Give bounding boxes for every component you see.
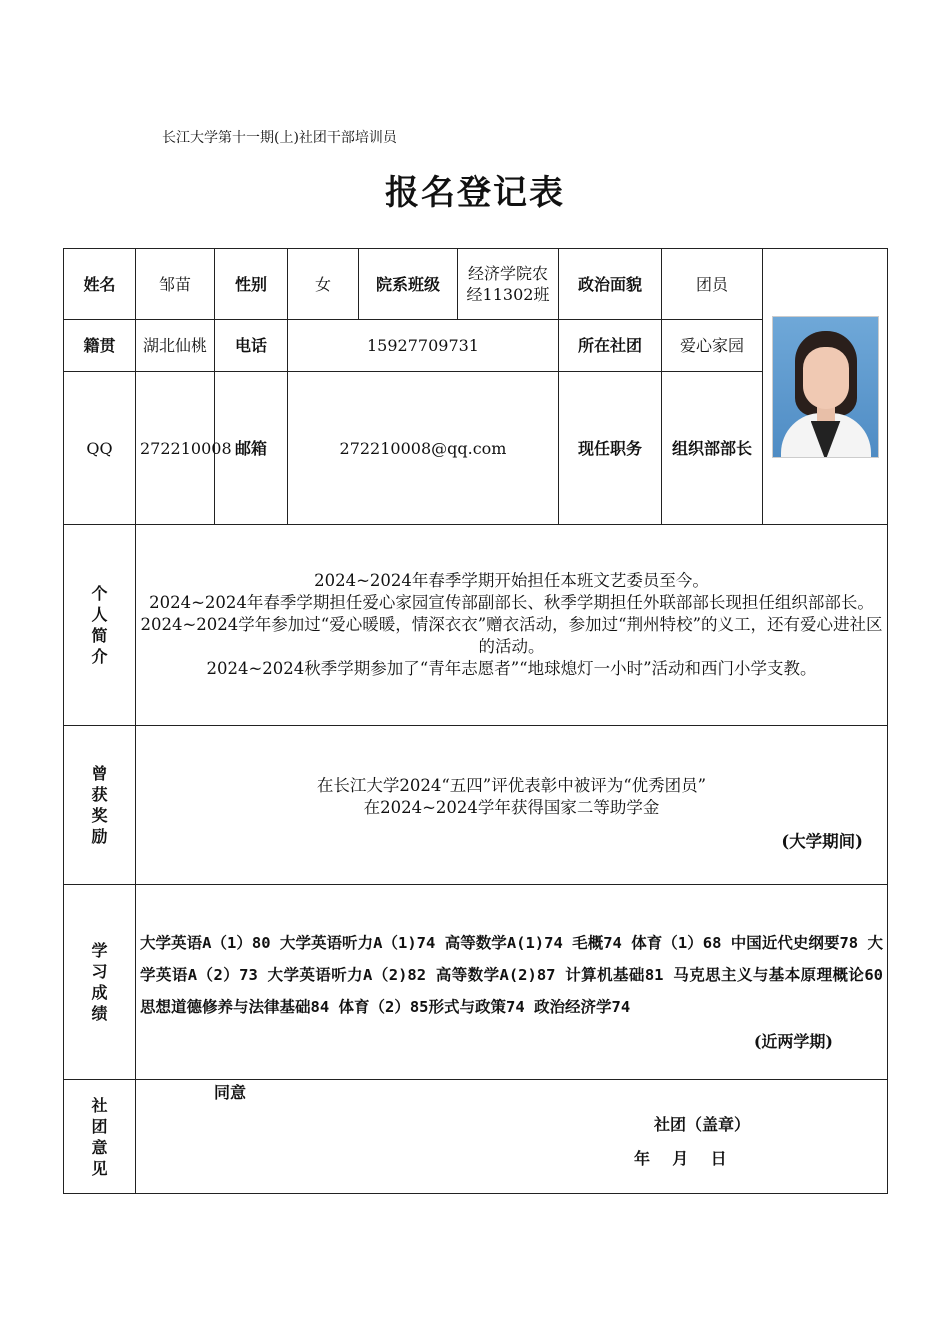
name-value: 邹苗 xyxy=(136,249,215,320)
department-value: 经济学院农经11302班 xyxy=(458,249,559,320)
name-label: 姓名 xyxy=(64,249,136,320)
politics-label: 政治面貌 xyxy=(559,249,662,320)
club-seal: 社团（盖章） xyxy=(654,1115,751,1134)
politics-value: 团员 xyxy=(662,249,763,320)
registration-table xyxy=(63,248,888,1194)
profile-line: 2024~2024学年参加过“爱心暖暖，情深衣衣”赠衣活动，参加过“荆州特校”的义工，还有爱心进社区的活动。 xyxy=(140,615,883,656)
grades-text xyxy=(136,885,888,1080)
position-label: 现任职务 xyxy=(559,372,662,525)
applicant-photo xyxy=(772,316,879,458)
profile-line: 2024~2024年春季学期担任爱心家园宣传部副部长、秋季学期担任外联部部长现担任组织部部长。 xyxy=(149,593,874,612)
club-label: 所在社团 xyxy=(559,320,662,372)
awards-text xyxy=(136,726,888,885)
qq-value: 272210008 xyxy=(136,372,215,525)
club-date: 年 月 日 xyxy=(634,1149,727,1168)
position-value: 组织部部长 xyxy=(662,372,763,525)
gender-label: 性别 xyxy=(215,249,288,320)
grades-label: 学 习 成 绩 xyxy=(64,885,136,1080)
awards-note: (大学期间) xyxy=(781,832,863,851)
email-value: 272210008@qq.com xyxy=(288,372,559,525)
club-opinion-agree: 同意 xyxy=(214,1083,247,1102)
department-label: 院系班级 xyxy=(359,249,458,320)
profile-label: 个 人 简 介 xyxy=(64,525,136,726)
gender-value: 女 xyxy=(288,249,359,320)
club-value: 爱心家园 xyxy=(662,320,763,372)
phone-value: 15927709731 xyxy=(288,320,559,372)
awards-label: 曾 获 奖 励 xyxy=(64,726,136,885)
grades-list: 大学英语A（1）80 大学英语听力A（1)74 高等数学A(1)74 毛概74 体育（1）68 中国近代史纲要78 大学英语A（2）73 大学英语听力A（2)82 高等数学A(2)87 计算机基础81 马克思主义与基本原理概论60 思想道德修养与法律基础84 体育（2）85形式与政策74 政治经济学74 xyxy=(140,933,883,1016)
profile-text xyxy=(136,525,888,726)
photo-cell xyxy=(763,249,888,525)
form-title: 报名登记表 xyxy=(385,173,565,213)
award-line: 在长江大学2024“五四”评优表彰中被评为“优秀团员” xyxy=(316,776,707,795)
profile-line: 2024~2024年春季学期开始担任本班文艺委员至今。 xyxy=(314,571,709,590)
club-opinion-label: 社 团 意 见 xyxy=(64,1080,136,1194)
grades-note: (近两学期) xyxy=(753,1031,833,1051)
club-opinion-body xyxy=(136,1080,888,1194)
email-label: 邮箱 xyxy=(215,372,288,525)
form-subtitle: 长江大学第十一期(上)社团干部培训员 xyxy=(162,130,397,146)
qq-label: QQ xyxy=(64,372,136,525)
profile-line: 2024~2024秋季学期参加了“青年志愿者”“地球熄灯一小时”活动和西门小学支教。 xyxy=(206,659,817,678)
origin-label: 籍贯 xyxy=(64,320,136,372)
award-line: 在2024~2024学年获得国家二等助学金 xyxy=(363,798,660,817)
phone-label: 电话 xyxy=(215,320,288,372)
origin-value: 湖北仙桃 xyxy=(136,320,215,372)
